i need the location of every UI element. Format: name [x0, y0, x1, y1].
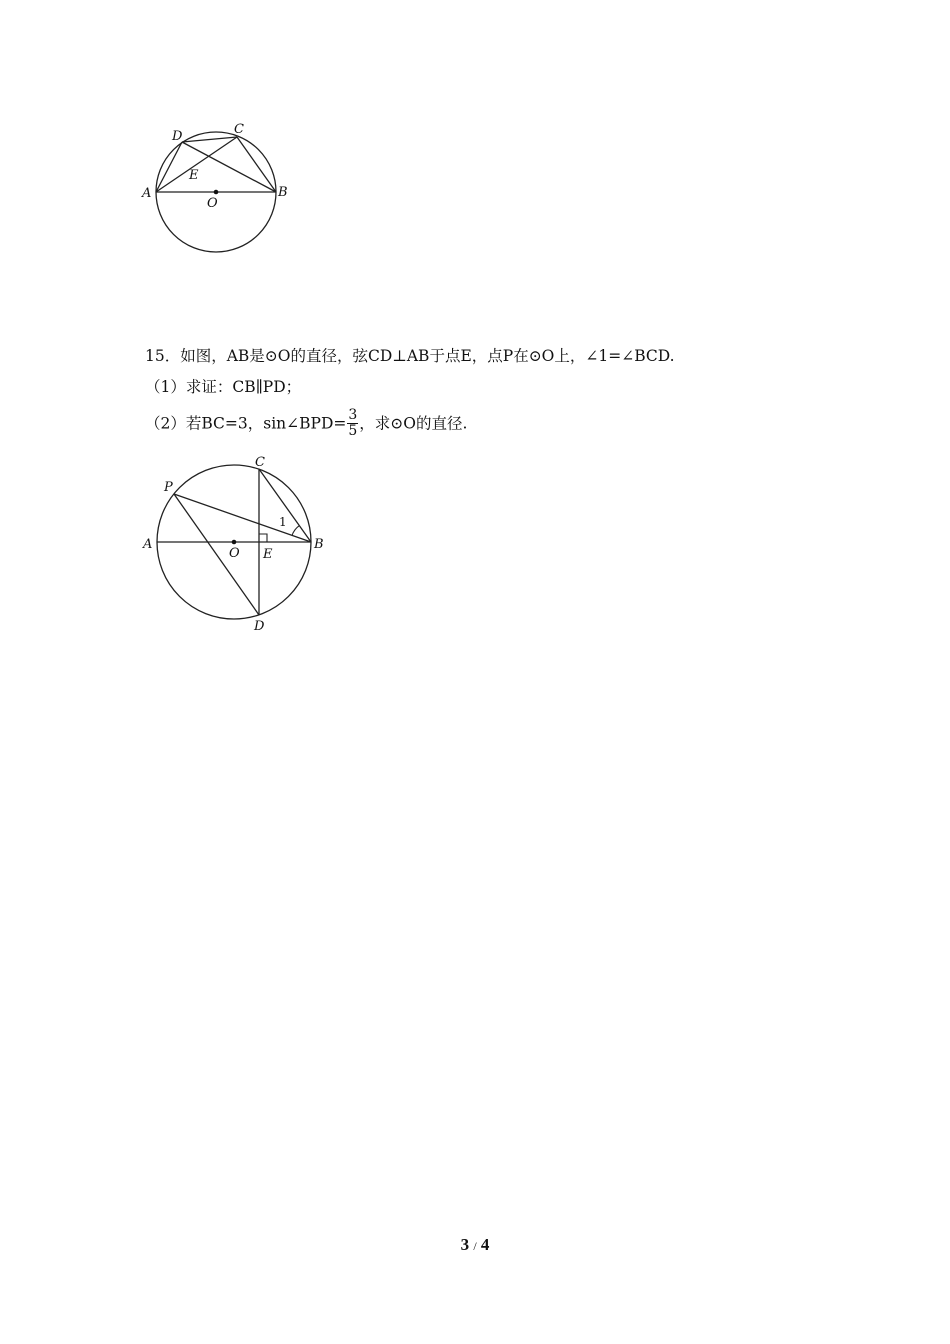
label-e: E	[263, 547, 273, 562]
center-dot	[232, 540, 237, 545]
label-a: A	[142, 186, 152, 201]
label-b: B	[278, 185, 288, 200]
label-o: O	[229, 546, 240, 561]
label-c: C	[255, 455, 265, 470]
label-e: E	[189, 168, 199, 183]
question-15-part1: （1）求证：CB∥PD；	[145, 378, 302, 396]
figure-circle-abcde	[130, 118, 300, 258]
center-dot	[214, 190, 219, 195]
label-o: O	[207, 196, 218, 211]
right-angle-mark	[259, 534, 267, 542]
label-angle-1: 1	[279, 515, 287, 529]
segment-cb	[259, 469, 311, 542]
label-p: P	[164, 480, 173, 495]
segment-pb	[174, 494, 311, 542]
page-separator: /	[473, 1239, 477, 1253]
page-number	[0, 1235, 950, 1255]
part2-text-before: （2）若BC=3，sin∠BPD=	[145, 414, 347, 433]
label-d: D	[254, 619, 265, 634]
label-d: D	[172, 129, 183, 144]
segment-db	[182, 142, 276, 192]
page-total: 4	[480, 1235, 490, 1254]
page-current: 3	[460, 1235, 470, 1254]
label-a: A	[143, 537, 153, 552]
fraction-denominator: 5	[348, 423, 358, 439]
segment-pd	[174, 494, 259, 615]
fraction-numerator: 3	[348, 407, 358, 423]
part2-text-after: ，求⊙O的直径.	[359, 414, 468, 433]
question-15-part2	[145, 408, 467, 439]
figure-circle-pcabd	[130, 450, 340, 635]
label-c: C	[234, 122, 244, 137]
question-15-stem: 15．如图，AB是⊙O的直径，弦CD⊥AB于点E，点P在⊙O上，∠1=∠BCD.	[145, 347, 675, 365]
angle-1-arc	[292, 526, 299, 536]
segment-ad	[156, 142, 182, 192]
fraction-3-5	[347, 408, 358, 439]
segment-cb	[237, 137, 276, 192]
label-b: B	[314, 537, 324, 552]
